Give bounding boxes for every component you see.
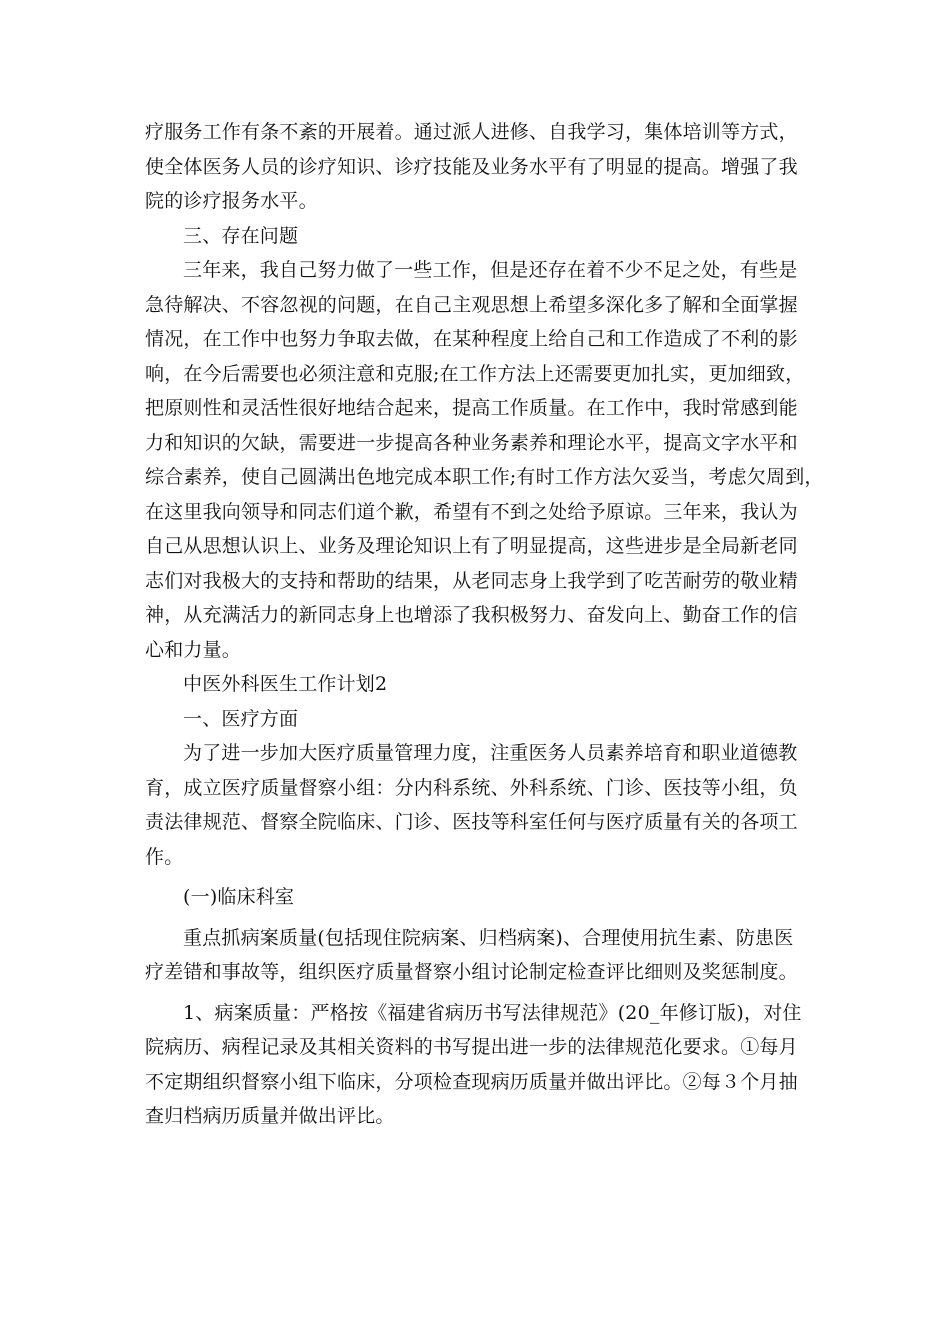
text-line: 三年来，我自己努力做了一些工作，但是还存在着不少不足之处，有些是 [183,259,798,281]
text-line: 急待解决、不容忽视的问题，在自己主观思想上希望多深化多了解和全面掌握 [145,293,798,316]
text-line: 作。 [145,845,184,868]
text-line: 育，成立医疗质量督察小组：分内科系统、外科系统、门诊、医技等小组，负 [145,776,798,799]
text-line: 疗服务工作有条不紊的开展着。通过派人进修、自我学习，集体培训等方式， [145,121,798,143]
text-line: 情况，在工作中也努力争取去做，在某种程度上给自己和工作造成了不利的影 [145,328,798,350]
subsection-heading-clinical: (一)临床科室 [183,886,295,908]
text-line: 在这里我向领导和同志们道个歉，希望有不到之处给予原谅。三年来，我认为 [145,500,798,523]
text-line: 查归档病历质量并做出评比。 [145,1105,395,1127]
text-line: 力和知识的欠缺，需要进一步提高各种业务素养和理论水平，提高文字水平和 [145,431,798,454]
plan-title: 中医外科医生工作计划2 [183,673,388,695]
document-body [145,115,824,1134]
text-line: 院病历、病程记录及其相关资料的书写提出进一步的法律规范化要求。①每月 [145,1036,798,1058]
text-line: 神，从充满活力的新同志身上也增添了我积极努力、奋发向上、勤奋工作的信 [145,604,798,626]
text-line: 1、病案质量：严格按《福建省病历书写法律规范》(20_年修订版)，对住 [183,1001,802,1024]
text-line: 疗差错和事故等，组织医疗质量督察小组讨论制定检查评比细则及奖惩制度。 [145,961,798,983]
text-line: 责法律规范、督察全院临床、门诊、医技等科室任何与医疗质量有关的各项工 [145,811,798,833]
text-line: 使全体医务人员的诊疗知识、诊疗技能及业务水平有了明显的提高。增强了我 [145,155,798,178]
text-line: 响，在今后需要也必须注意和克服;在工作方法上还需要更加扎实，更加细致， [145,362,805,385]
text-line: 重点抓病案质量(包括现住院病案、归档病案)、合理使用抗生素、防患医 [183,926,794,949]
text-line: 志们对我极大的支持和帮助的结果，从老同志身上我学到了吃苦耐劳的敬业精 [145,569,798,592]
text-line: 为了进一步加大医疗质量管理力度，注重医务人员素养培育和职业道德教 [183,742,798,764]
text-line: 把原则性和灵活性很好地结合起来，提高工作质量。在工作中，我时常感到能 [145,397,798,419]
text-line: 不定期组织督察小组下临床，分项检查现病历质量并做出评比。②每３个月抽 [145,1070,798,1093]
section-heading-issues: 三、存在问题 [183,224,299,247]
text-line: 院的诊疗报务水平。 [145,190,318,212]
section-heading-medical: 一、医疗方面 [183,707,299,730]
text-line: 心和力量。 [145,638,242,661]
text-line: 自己从思想认识上、业务及理论知识上有了明显提高，这些进步是全局新老同 [145,535,798,557]
text-line: 综合素养，使自己圆满出色地完成本职工作;有时工作方法欠妥当，考虑欠周到， [145,466,824,488]
